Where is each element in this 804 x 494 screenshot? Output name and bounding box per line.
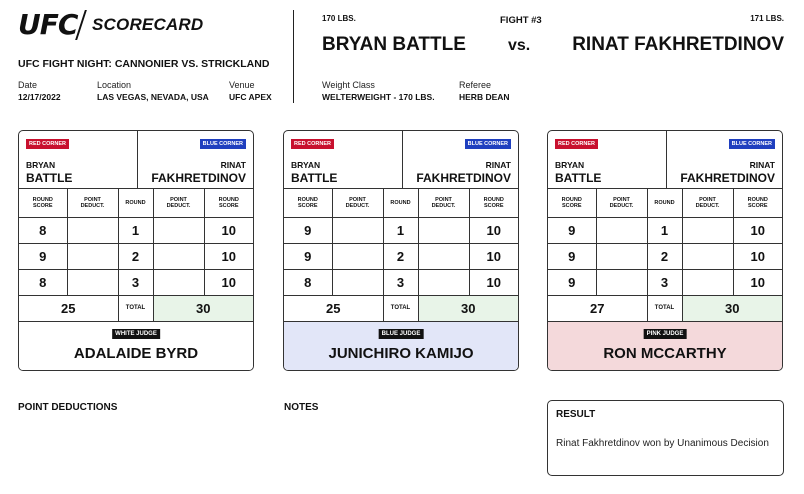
blue-fighter-last-name: FAKHRETDINOV — [416, 171, 511, 185]
blue-point-deduction — [682, 243, 733, 269]
judge-name: ADALAIDE BYRD — [73, 345, 199, 362]
red-fighter-first-name: BRYAN — [291, 160, 321, 170]
round-number: 2 — [118, 243, 153, 269]
round-number: 1 — [118, 217, 153, 243]
location-label: Location — [97, 80, 132, 90]
red-corner-badge: RED CORNER — [555, 139, 598, 149]
score-table-header — [548, 189, 782, 217]
total-label: TOTAL — [118, 295, 153, 321]
blue-round-score: 10 — [469, 269, 518, 295]
table-row — [548, 243, 782, 269]
red-round-score: 9 — [284, 243, 332, 269]
col-blue-point-deduct: POINT DEDUCT. — [682, 189, 733, 217]
col-blue-point-deduct: POINT DEDUCT. — [418, 189, 469, 217]
referee-value: HERB DEAN — [459, 92, 510, 102]
red-round-score: 8 — [19, 269, 67, 295]
blue-fighter-last-name: FAKHRETDINOV — [151, 171, 246, 185]
blue-point-deduction — [418, 243, 469, 269]
date-value: 12/17/2022 — [18, 92, 61, 102]
judge-name: RON MCCARTHY — [603, 345, 727, 362]
col-blue-round-score: ROUND SCORE — [733, 189, 782, 217]
blue-fighter-last-name: FAKHRETDINOV — [680, 171, 775, 185]
totals-row — [284, 295, 518, 321]
table-row — [19, 217, 253, 243]
location-value: LAS VEGAS, NEVADA, USA — [97, 92, 209, 102]
red-point-deduction — [332, 243, 383, 269]
table-row — [548, 269, 782, 295]
judge-name: JUNICHIRO KAMIJO — [328, 345, 474, 362]
result-box — [547, 400, 784, 476]
col-blue-round-score: ROUND SCORE — [469, 189, 518, 217]
col-red-point-deduct: POINT DEDUCT. — [596, 189, 647, 217]
red-round-score: 9 — [19, 243, 67, 269]
red-point-deduction — [596, 269, 647, 295]
blue-corner-badge: BLUE CORNER — [465, 139, 511, 149]
col-round: ROUND — [647, 189, 682, 217]
date-label: Date — [18, 80, 38, 90]
red-fighter-name: BRYAN BATTLE — [322, 34, 466, 55]
table-row — [548, 217, 782, 243]
blue-round-score: 10 — [733, 217, 782, 243]
red-point-deduction — [596, 217, 647, 243]
blue-fighter-first-name: RINAT — [485, 160, 511, 170]
blue-round-score: 10 — [733, 243, 782, 269]
red-point-deduction — [332, 269, 383, 295]
col-round: ROUND — [383, 189, 418, 217]
red-round-score: 9 — [548, 217, 596, 243]
red-fighter-weight: 170 LBS. — [322, 14, 356, 23]
red-round-score: 9 — [284, 217, 332, 243]
blue-point-deduction — [153, 243, 204, 269]
blue-round-score: 10 — [204, 269, 253, 295]
round-number: 3 — [118, 269, 153, 295]
blue-corner-badge: BLUE CORNER — [729, 139, 775, 149]
blue-point-deduction — [682, 269, 733, 295]
total-label: TOTAL — [383, 295, 418, 321]
point-deductions-title: POINT DEDUCTIONS — [18, 402, 118, 413]
judge-scorecard-3 — [547, 130, 783, 371]
card-header — [548, 131, 782, 189]
red-corner-badge: RED CORNER — [26, 139, 69, 149]
blue-total: 30 — [418, 295, 518, 321]
col-red-point-deduct: POINT DEDUCT. — [332, 189, 383, 217]
result-text: Rinat Fakhretdinov won by Unanimous Decision — [556, 438, 769, 449]
blue-fighter-first-name: RINAT — [749, 160, 775, 170]
blue-round-score: 10 — [469, 243, 518, 269]
referee-label: Referee — [459, 80, 492, 90]
round-number: 3 — [647, 269, 682, 295]
weight-class-label: Weight Class — [322, 80, 375, 90]
col-blue-point-deduct: POINT DEDUCT. — [153, 189, 204, 217]
judge-color-badge: WHITE JUDGE — [112, 329, 160, 339]
judge-color-badge: BLUE JUDGE — [379, 329, 424, 339]
blue-total: 30 — [682, 295, 782, 321]
totals-row — [19, 295, 253, 321]
table-row — [284, 217, 518, 243]
blue-round-score: 10 — [204, 243, 253, 269]
score-table-header — [19, 189, 253, 217]
score-table-header — [284, 189, 518, 217]
col-round: ROUND — [118, 189, 153, 217]
judge-color-badge: PINK JUDGE — [644, 329, 687, 339]
blue-fighter-weight: 171 LBS. — [750, 14, 784, 23]
ufc-logo: UFC — [18, 8, 78, 41]
red-round-score: 9 — [548, 243, 596, 269]
red-point-deduction — [332, 217, 383, 243]
round-number: 1 — [383, 217, 418, 243]
red-total: 27 — [548, 295, 647, 321]
blue-corner-badge: BLUE CORNER — [200, 139, 246, 149]
vs-label: vs. — [508, 37, 531, 54]
blue-fighter-first-name: RINAT — [220, 160, 246, 170]
col-red-point-deduct: POINT DEDUCT. — [67, 189, 118, 217]
round-number: 3 — [383, 269, 418, 295]
red-point-deduction — [67, 269, 118, 295]
total-label: TOTAL — [647, 295, 682, 321]
red-round-score: 9 — [548, 269, 596, 295]
table-row — [284, 269, 518, 295]
col-blue-round-score: ROUND SCORE — [204, 189, 253, 217]
header-split — [137, 131, 138, 189]
red-fighter-last-name: BATTLE — [555, 171, 602, 185]
red-total: 25 — [284, 295, 383, 321]
red-point-deduction — [67, 243, 118, 269]
blue-point-deduction — [153, 217, 204, 243]
venue-value: UFC APEX — [229, 92, 272, 102]
red-round-score: 8 — [19, 217, 67, 243]
col-red-round-score: ROUND SCORE — [19, 189, 67, 217]
scorecard-title: SCORECARD — [92, 15, 204, 34]
weight-class-value: WELTERWEIGHT - 170 LBS. — [322, 92, 435, 102]
header-divider — [293, 10, 294, 103]
event-name: UFC FIGHT NIGHT: CANNONIER VS. STRICKLAND — [18, 58, 270, 70]
red-fighter-last-name: BATTLE — [26, 171, 73, 185]
judge-area — [284, 321, 518, 371]
blue-point-deduction — [153, 269, 204, 295]
col-red-round-score: ROUND SCORE — [284, 189, 332, 217]
venue-label: Venue — [229, 80, 255, 90]
blue-round-score: 10 — [469, 217, 518, 243]
red-point-deduction — [596, 243, 647, 269]
score-table — [284, 189, 518, 322]
card-header — [284, 131, 518, 189]
card-header — [19, 131, 253, 189]
blue-round-score: 10 — [204, 217, 253, 243]
blue-fighter-name: RINAT FAKHRETDINOV — [572, 34, 784, 55]
score-table — [19, 189, 253, 322]
round-number: 2 — [383, 243, 418, 269]
judge-area — [19, 321, 253, 371]
red-point-deduction — [67, 217, 118, 243]
round-number: 2 — [647, 243, 682, 269]
totals-row — [548, 295, 782, 321]
blue-point-deduction — [418, 269, 469, 295]
notes-title: NOTES — [284, 402, 319, 413]
red-fighter-first-name: BRYAN — [26, 160, 56, 170]
header-split — [402, 131, 403, 189]
table-row — [19, 269, 253, 295]
red-fighter-first-name: BRYAN — [555, 160, 585, 170]
judge-scorecard-2 — [283, 130, 519, 371]
blue-total: 30 — [153, 295, 253, 321]
red-corner-badge: RED CORNER — [291, 139, 334, 149]
blue-point-deduction — [682, 217, 733, 243]
table-row — [284, 243, 518, 269]
col-red-round-score: ROUND SCORE — [548, 189, 596, 217]
judge-area — [548, 321, 782, 371]
red-fighter-last-name: BATTLE — [291, 171, 338, 185]
judge-scorecard-1 — [18, 130, 254, 371]
result-title: RESULT — [556, 409, 596, 420]
score-table — [548, 189, 782, 322]
fight-number: FIGHT #3 — [500, 15, 542, 26]
header-split — [666, 131, 667, 189]
blue-round-score: 10 — [733, 269, 782, 295]
table-row — [19, 243, 253, 269]
round-number: 1 — [647, 217, 682, 243]
red-total: 25 — [19, 295, 118, 321]
red-round-score: 8 — [284, 269, 332, 295]
blue-point-deduction — [418, 217, 469, 243]
